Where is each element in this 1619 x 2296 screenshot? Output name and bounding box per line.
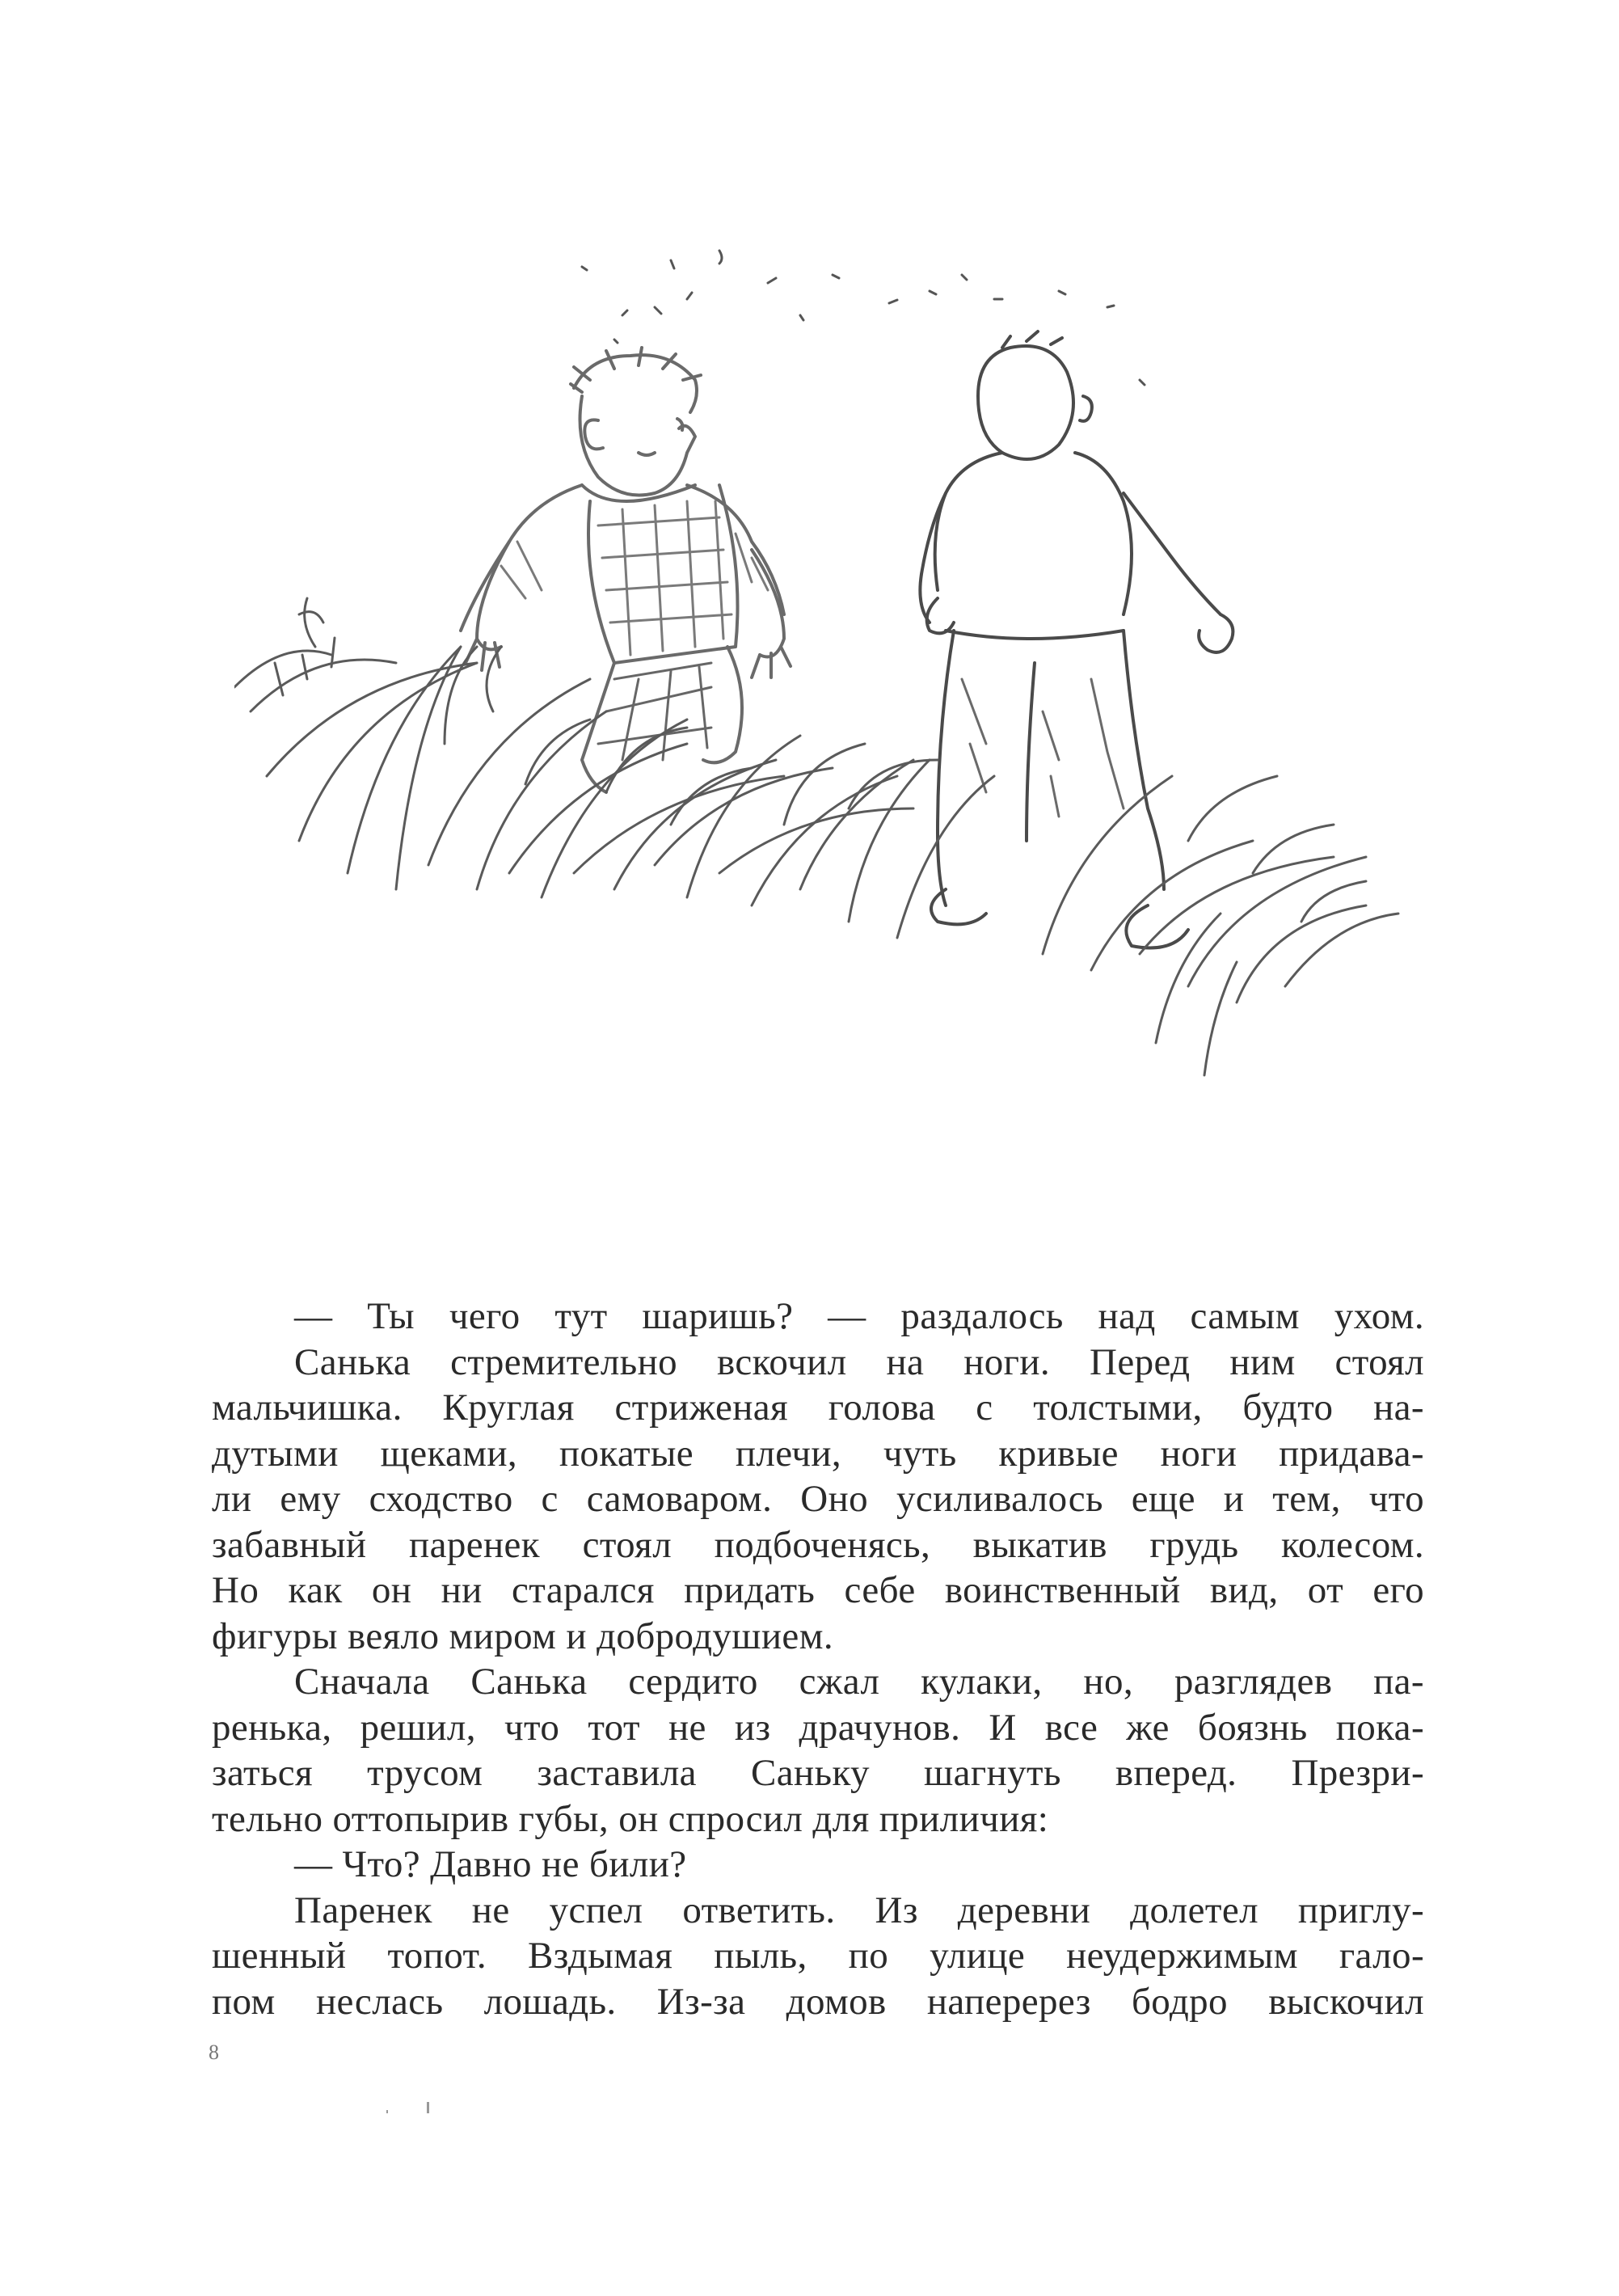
text-line: — Ты чего тут шаришь? — раздалось над самым ухом. [294,1295,1424,1337]
text-line: ли ему сходство с самоваром. Оно усиливалось еще и тем, что [212,1478,1424,1520]
text-line: Сначала Санька сердито сжал кулаки, но, разглядев па- [294,1661,1424,1703]
text-line: заться трусом заставила Саньку шагнуть вперед. Презри- [212,1752,1424,1794]
scan-speck [427,2102,429,2113]
text-line: забавный паренек стоял подбоченясь, выкатив грудь колесом. [212,1523,1424,1566]
body-text [212,1294,1424,2024]
text-line: шенный топот. Вздымая пыль, по улице неудержимым гало- [212,1935,1424,1977]
tall-grass [234,598,1398,1075]
text-line: мальчишка. Круглая стриженая голова с толстыми, будто на- [212,1386,1424,1429]
illustration-boys-in-grass [234,226,1406,1180]
text-line: фигуры веяло миром и добродушием. [212,1614,833,1657]
text-line: Паренек не успел ответить. Из деревни долетел приглу- [294,1889,1424,1931]
right-boy [920,331,1233,948]
scan-speck [386,2110,388,2113]
text-line: ренька, решил, что тот не из драчунов. И все же боязнь пока- [212,1706,1424,1749]
text-line: Санька стремительно вскочил на ноги. Перед ним стоял [294,1340,1424,1383]
left-boy [461,348,791,792]
text-line: — Что? Давно не били? [294,1843,687,1885]
text-line: дутыми щеками, покатые плечи, чуть кривые ноги придава- [212,1432,1424,1475]
text-line: Но как он ни старался придать себе воинственный вид, от его [212,1569,1424,1611]
page-number: 8 [209,2041,219,2064]
text-line: тельно оттопырив губы, он спросил для приличия: [212,1797,1049,1840]
text-line: пом неслась лошадь. Из-за домов наперерез бодро выскочил [212,1980,1424,2023]
